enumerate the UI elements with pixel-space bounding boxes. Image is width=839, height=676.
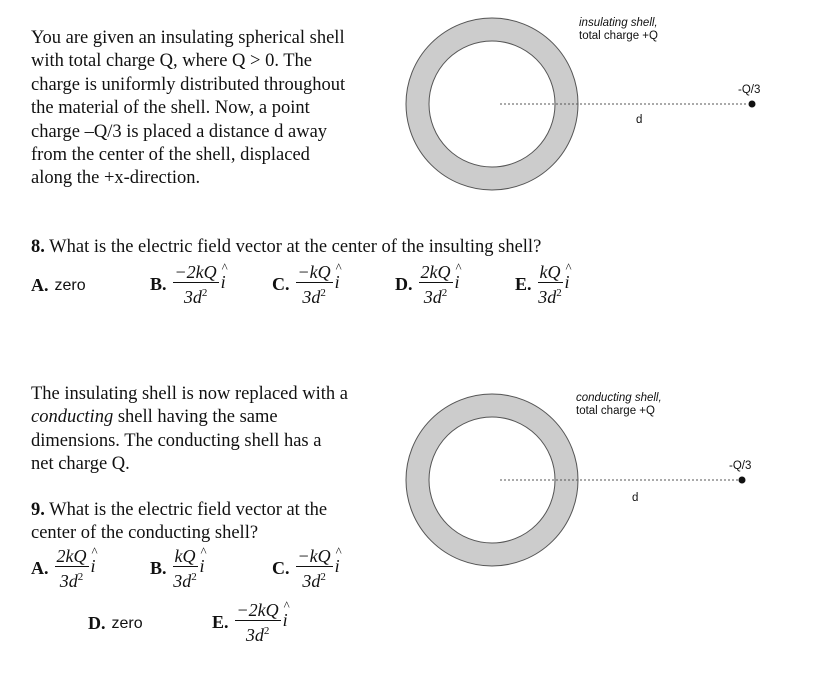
fraction (538, 262, 563, 307)
unit-vector-i: ^ i (564, 260, 572, 292)
q8-option-a[interactable] (31, 275, 86, 296)
denominator: $3d^2$ (538, 287, 562, 307)
numerator: kQ (539, 262, 561, 282)
option-text: zero (54, 276, 86, 294)
q9-option-c[interactable] (272, 546, 340, 591)
question8-number: 8. (31, 237, 45, 257)
denominator: $3d^2$ (302, 287, 326, 307)
option-letter: C. (272, 558, 290, 578)
fraction (173, 546, 198, 591)
option-letter: A. (31, 558, 49, 578)
question8-text: What is the electric field vector at the center of the insulting shell? (49, 237, 542, 257)
unit-vector-i: ^ i (282, 598, 290, 630)
option-letter: D. (88, 613, 106, 633)
numerator: −2kQ (174, 262, 217, 282)
unit-vector-i: ^ i (454, 260, 462, 292)
fraction (419, 262, 453, 307)
problem2-text (31, 383, 348, 477)
option-text: zero (111, 614, 143, 632)
option-letter: B. (150, 558, 167, 578)
denominator: $3d^2$ (245, 625, 270, 645)
fraction (296, 546, 333, 591)
denominator: $3d^2$ (423, 287, 448, 307)
option-letter: D. (395, 274, 413, 294)
problem1-line: with total charge Q, where Q > 0. The (31, 51, 313, 72)
denominator: $3d^2$ (173, 571, 197, 591)
shell-label: conducting shell, (576, 392, 662, 404)
option-letter: E. (515, 274, 532, 294)
numerator: −2kQ (236, 600, 279, 620)
denominator: $3d^2$ (302, 571, 326, 591)
numerator: kQ (174, 546, 196, 566)
numerator: −kQ (297, 262, 331, 282)
q8-option-d[interactable] (395, 262, 460, 307)
numerator: 2kQ (420, 262, 451, 282)
q9-option-d[interactable] (88, 613, 143, 634)
q9-option-a[interactable] (31, 546, 96, 591)
q8-option-b[interactable] (150, 262, 226, 307)
question9-number: 9. (31, 500, 45, 520)
q9-option-b[interactable] (150, 546, 205, 591)
fraction (173, 262, 219, 307)
fraction (296, 262, 333, 307)
q8-option-e[interactable] (515, 262, 570, 307)
problem1-line: the material of the shell. Now, a point (31, 98, 310, 119)
problem1-text (31, 27, 345, 191)
shell-charge-label: total charge +Q (579, 30, 658, 42)
denominator: $3d^2$ (59, 571, 84, 591)
problem1-line: from the center of the shell, displaced (31, 145, 310, 166)
point-charge-label: -Q/3 (729, 460, 752, 472)
unit-vector-i: ^ i (334, 544, 342, 576)
insulating-shell-figure (400, 0, 770, 210)
option-letter: A. (31, 275, 49, 295)
italic-word: conducting (31, 407, 114, 428)
problem2-line: conducting shell having the same (31, 407, 278, 428)
problem1-line: charge is uniformly distributed throughout (31, 74, 346, 95)
problem1-line: You are given an insulating spherical shell (31, 28, 345, 48)
problem1-line: charge –Q/3 is placed a distance d away (31, 121, 328, 142)
problem2-line: The insulating shell is now replaced with a (31, 384, 348, 404)
unit-vector-i: ^ i (90, 544, 98, 576)
distance-label: d (632, 492, 639, 504)
problem2-line: net charge Q. (31, 454, 130, 475)
conducting-shell-figure (400, 376, 770, 586)
option-letter: C. (272, 274, 290, 294)
q8-option-c[interactable] (272, 262, 340, 307)
unit-vector-i: ^ i (199, 544, 207, 576)
fraction (55, 546, 89, 591)
problem1-line: along the +x-direction. (31, 168, 201, 189)
question9-line1 (31, 499, 327, 522)
unit-vector-i: ^ i (220, 260, 228, 292)
shell-label: insulating shell, (579, 17, 658, 29)
distance-label: d (636, 114, 643, 126)
point-charge (749, 101, 756, 108)
question9-stem (31, 499, 327, 545)
question8-stem (31, 236, 541, 259)
option-letter: B. (150, 274, 167, 294)
unit-vector-i: ^ i (334, 260, 342, 292)
fraction (235, 600, 281, 645)
question9-line2: center of the conducting shell? (31, 523, 259, 543)
problem2-line: dimensions. The conducting shell has a (31, 430, 322, 451)
point-charge (739, 477, 746, 484)
shell-charge-label: total charge +Q (576, 405, 655, 417)
q9-option-e[interactable] (212, 600, 288, 645)
numerator: 2kQ (56, 546, 87, 566)
denominator: $3d^2$ (183, 287, 208, 307)
numerator: −kQ (297, 546, 331, 566)
point-charge-label: -Q/3 (738, 84, 761, 96)
question9-text: What is the electric field vector at the (49, 500, 328, 520)
option-letter: E. (212, 612, 229, 632)
